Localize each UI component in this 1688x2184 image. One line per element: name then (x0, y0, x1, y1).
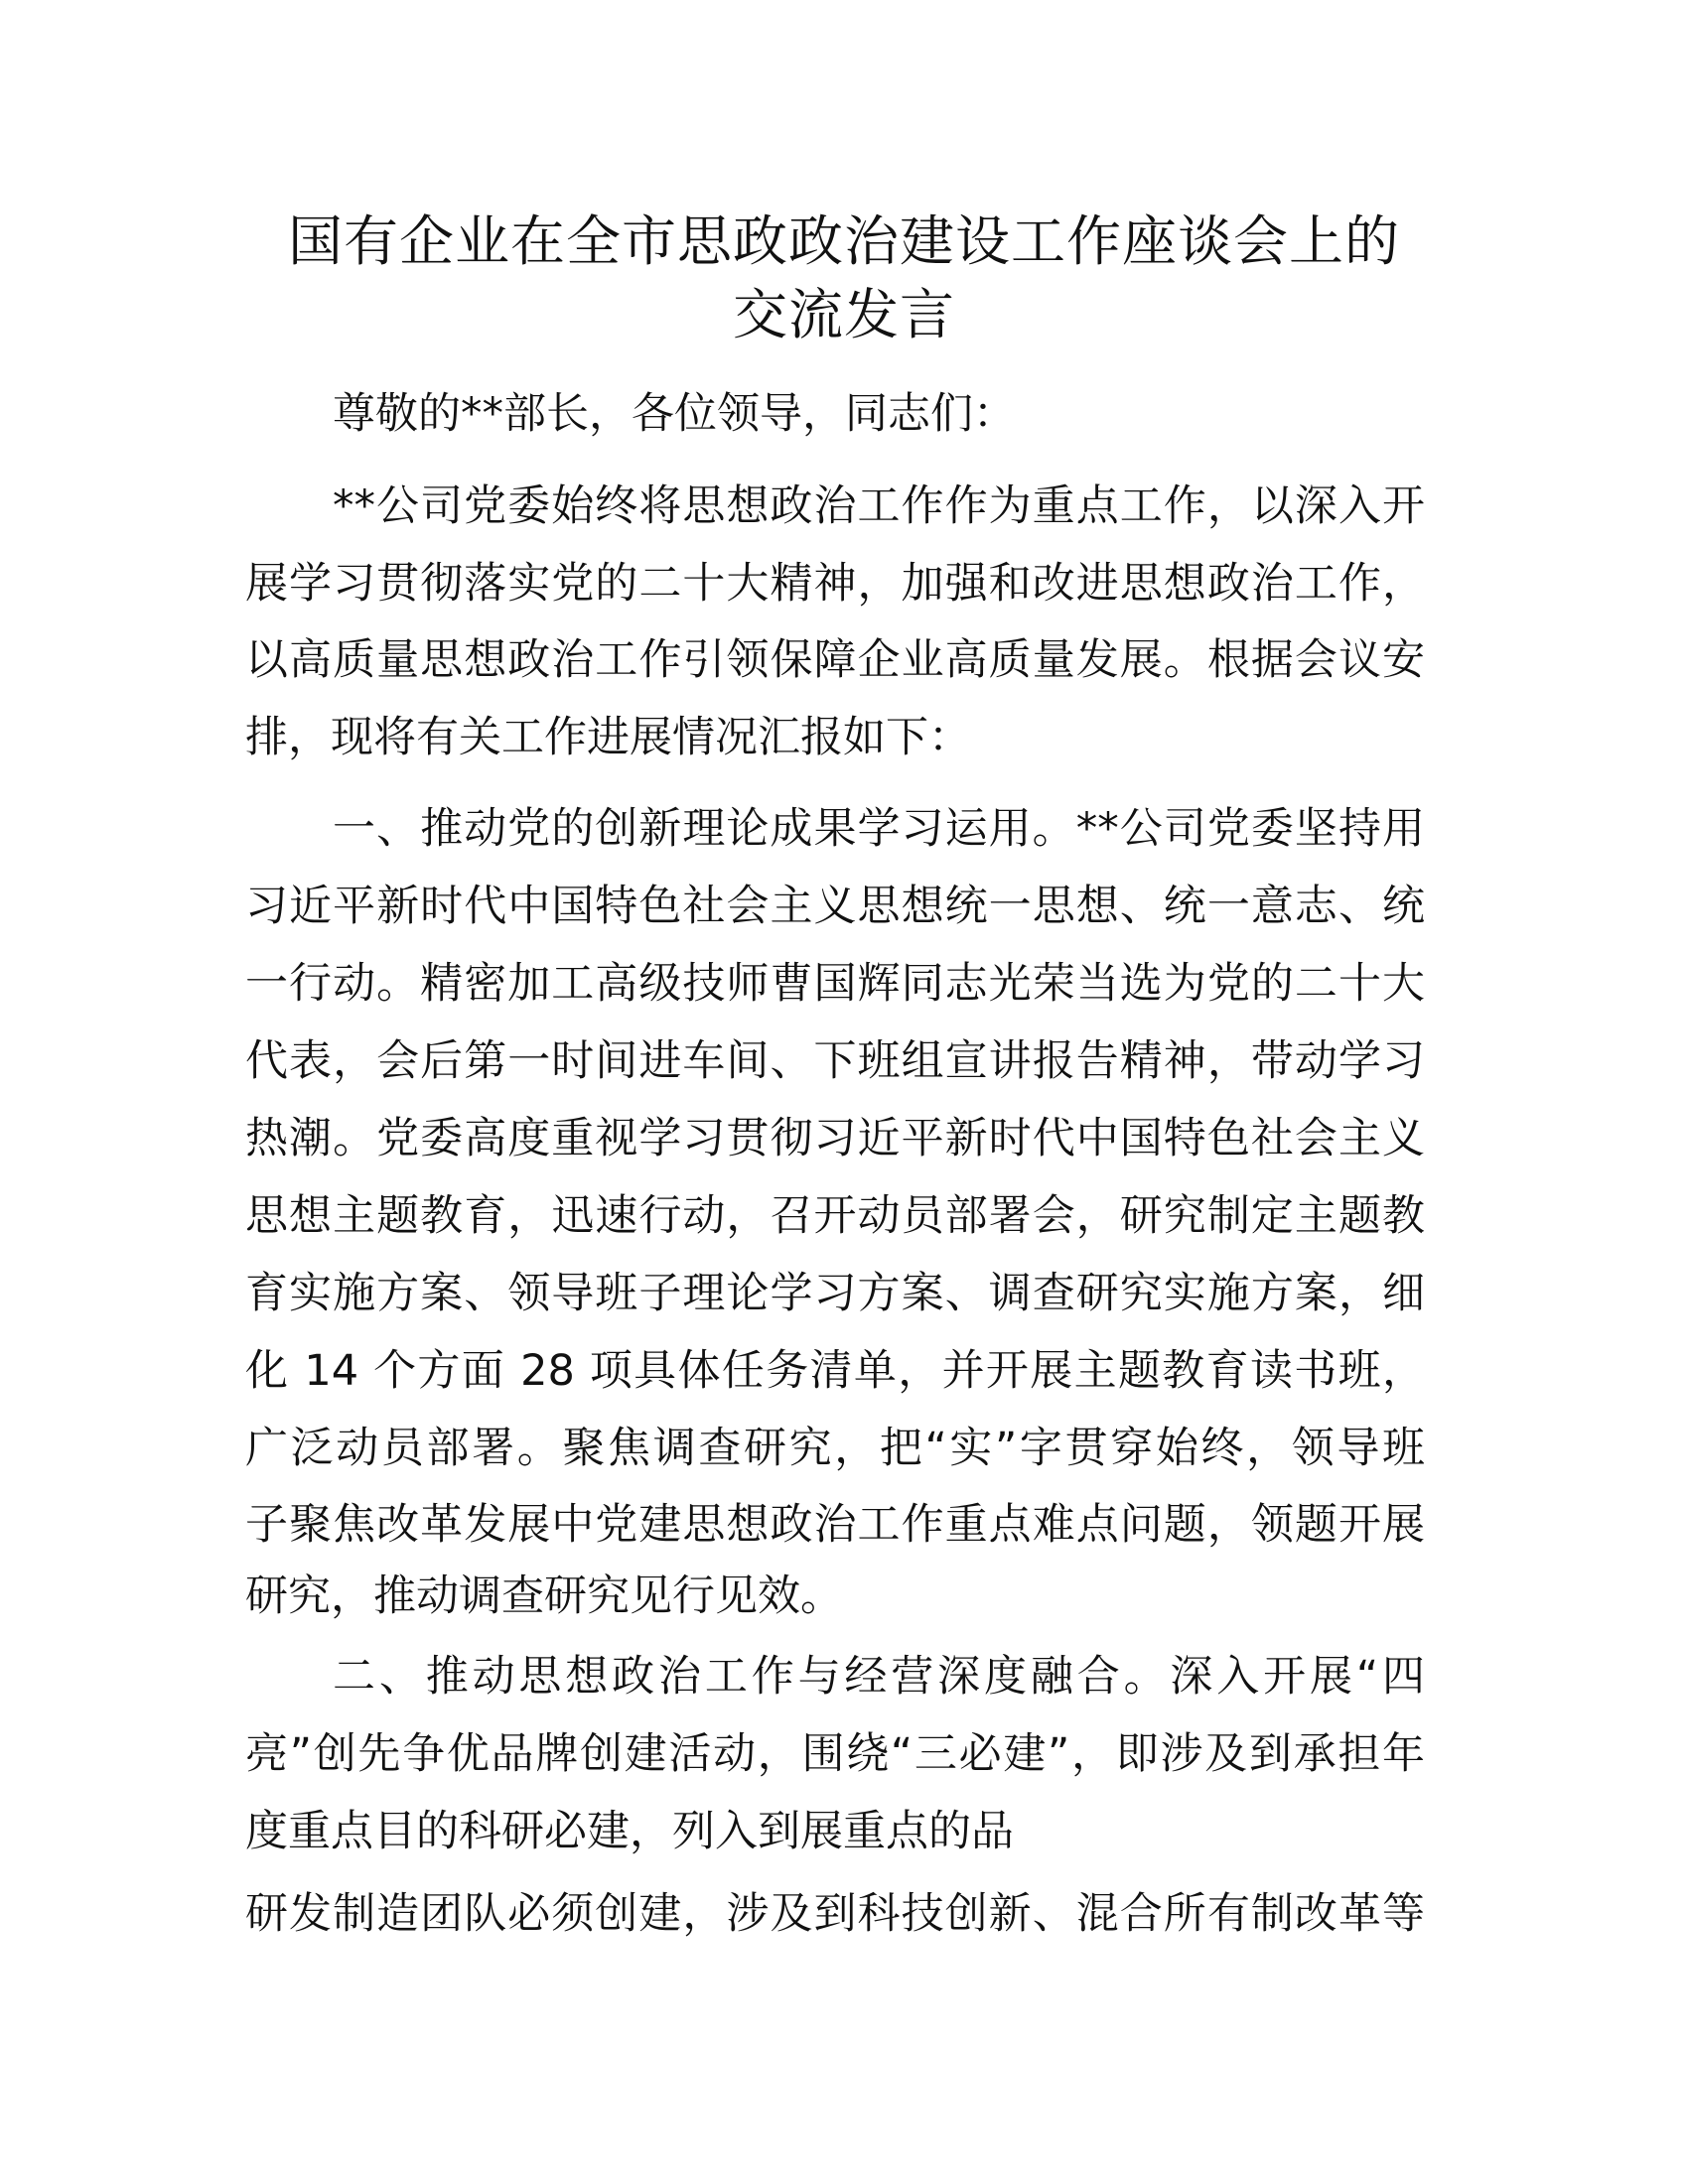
paragraph-2-line: 代表，会后第一时间进车间、下班组宣讲报告精神，带动学习 (245, 1036, 1425, 1086)
paragraph-3-line: 亮”创先争优品牌创建活动，围绕“三必建”，即涉及到承担年 (245, 1729, 1425, 1779)
paragraph-2-line: 研究，推动调查研究见行见效。 (245, 1571, 843, 1621)
paragraph-2-line: 一、推动党的创新理论成果学习运用。**公司党委坚持用 (333, 804, 1425, 854)
paragraph-3-line: 度重点目的科研必建，列入到展重点的品 (245, 1807, 1014, 1856)
document-title-line-2: 交流发言 (732, 283, 955, 346)
paragraph-2-line: 育实施方案、领导班子理论学习方案、调查研究实施方案，细 (245, 1269, 1425, 1318)
paragraph-1-line: **公司党委始终将思想政治工作作为重点工作，以深入开 (333, 481, 1425, 531)
paragraph-2-line: 热潮。党委高度重视学习贯彻习近平新时代中国特色社会主义 (245, 1114, 1425, 1163)
paragraph-2-line: 习近平新时代中国特色社会主义思想统一思想、统一意志、统 (245, 882, 1425, 931)
salutation: 尊敬的**部长，各位领导，同志们： (333, 389, 1016, 439)
paragraph-1-line: 展学习贯彻落实党的二十大精神，加强和改进思想政治工作， (245, 559, 1425, 609)
paragraph-2-line: 化 14 个方面 28 项具体任务清单，并开展主题教育读书班， (245, 1346, 1425, 1396)
paragraph-3-line: 二、推动思想政治工作与经营深度融合。深入开展“四 (333, 1652, 1425, 1702)
paragraph-2-line: 思想主题教育，迅速行动，召开动员部署会，研究制定主题教 (245, 1191, 1425, 1241)
paragraph-1-line: 排，现将有关工作进展情况汇报如下： (245, 713, 971, 762)
paragraph-3-line: 研发制造团队必须创建，涉及到科技创新、混合所有制改革等 (245, 1889, 1425, 1939)
paragraph-2-line: 一行动。精密加工高级技师曹国辉同志光荣当选为党的二十大 (245, 959, 1425, 1009)
document-title-line-1: 国有企业在全市思政政治建设工作座谈会上的 (287, 209, 1400, 273)
paragraph-1-line: 以高质量思想政治工作引领保障企业高质量发展。根据会议安 (245, 635, 1425, 685)
paragraph-2-line: 子聚焦改革发展中党建思想政治工作重点难点问题，领题开展 (245, 1500, 1425, 1550)
paragraph-2-line: 广泛动员部署。聚焦调查研究，把“实”字贯穿始终，领导班 (245, 1424, 1425, 1473)
